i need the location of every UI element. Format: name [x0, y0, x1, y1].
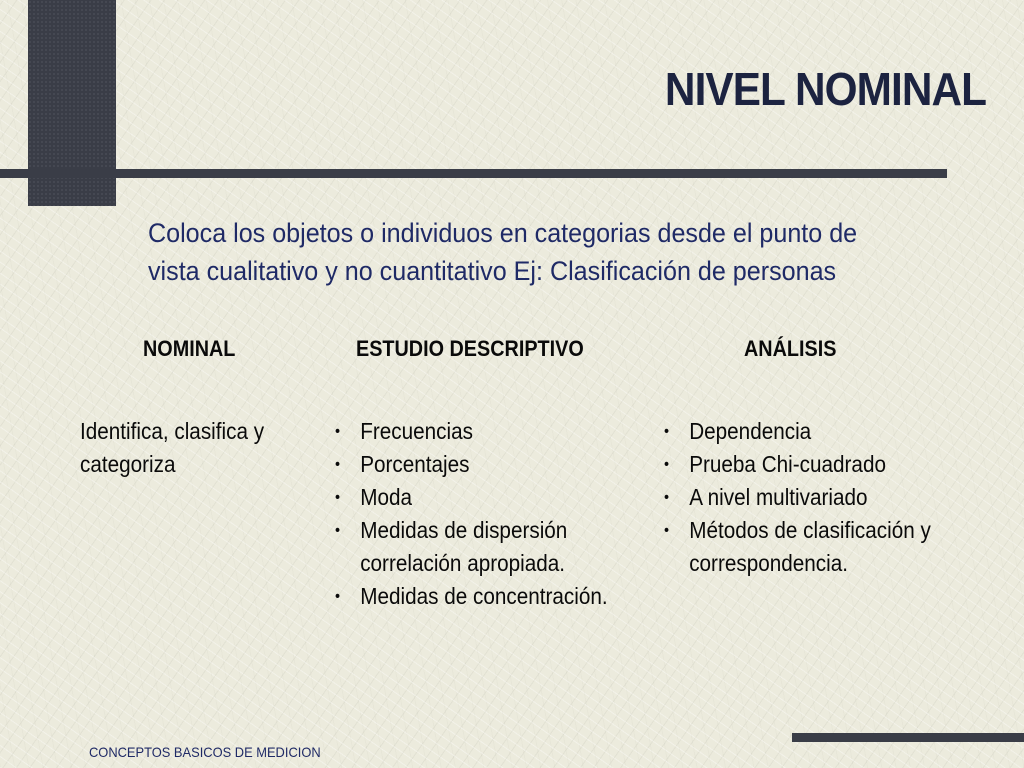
bullet-icon: • [335, 522, 341, 539]
estudio-list [335, 415, 659, 613]
bullet-icon: • [664, 456, 670, 473]
list-item-text: Medidas de concentración. [360, 583, 608, 609]
list-item [664, 415, 952, 448]
bullet-icon: • [664, 489, 670, 506]
list-item-text: Dependencia [689, 418, 812, 444]
list-item [664, 481, 952, 514]
column-header-nominal: NOMINAL [143, 336, 236, 361]
list-item [335, 448, 659, 481]
list-item-text: Métodos de clasificación y correspondencia. [689, 517, 931, 576]
list-item-text: A nivel multivariado [689, 484, 868, 510]
list-item [335, 580, 659, 613]
bullet-icon: • [664, 522, 670, 539]
list-item [664, 448, 952, 481]
bullet-icon: • [335, 456, 341, 473]
list-item-text: Prueba Chi-cuadrado [689, 451, 886, 477]
intro-paragraph: Coloca los objetos o individuos en categorias desde el punto de vista cualitativo y no cuantitativo Ej: Clasificación de personas [148, 218, 858, 286]
list-item-text: Porcentajes [360, 451, 470, 477]
bullet-icon: • [335, 423, 341, 440]
list-item-text: Frecuencias [360, 418, 473, 444]
nominal-description: Identifica, clasifica y categoriza [80, 418, 265, 477]
list-item-text: Medidas de dispersión correlación apropiada. [360, 517, 568, 576]
bottom-divider-bar [792, 733, 1024, 742]
slide-title: NIVEL NOMINAL [664, 63, 986, 115]
column-header-analisis: ANÁLISIS [744, 336, 837, 361]
bullet-icon: • [335, 588, 341, 605]
list-item [664, 514, 952, 580]
top-divider-bar [0, 169, 947, 178]
bullet-icon: • [335, 489, 341, 506]
list-item [335, 415, 659, 448]
footer-label: CONCEPTOS BASICOS DE MEDICION [89, 744, 321, 760]
bullet-icon: • [664, 423, 670, 440]
analisis-list [664, 415, 952, 580]
list-item [335, 481, 659, 514]
column-header-estudio: ESTUDIO DESCRIPTIVO [356, 336, 584, 361]
list-item [335, 514, 659, 580]
list-item-text: Moda [360, 484, 412, 510]
